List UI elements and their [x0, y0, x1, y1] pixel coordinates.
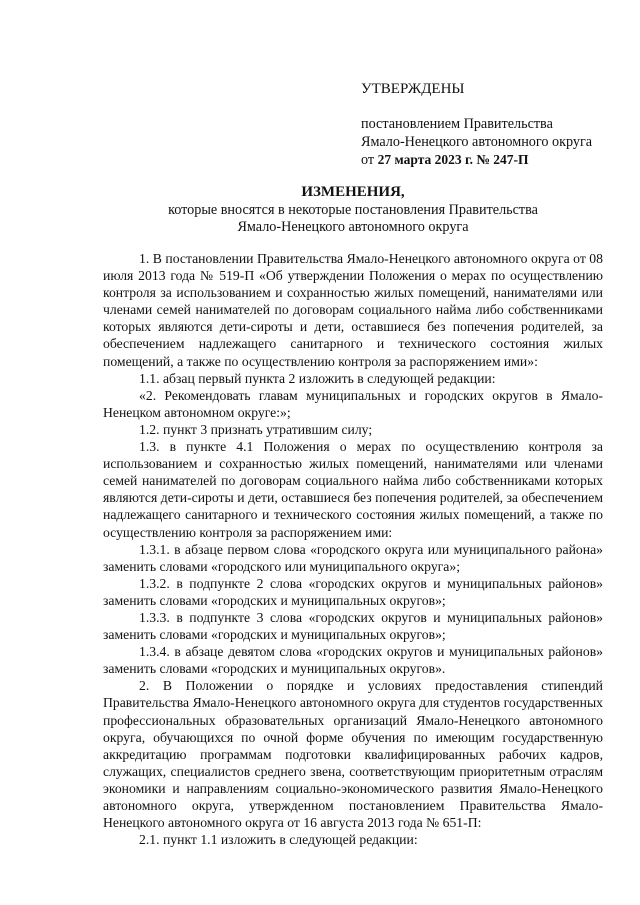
paragraph-1-3-3: 1.3.3. в подпункте 3 слова «городских округов и муниципальных районов» заменить словами «городских и муниципальных округов»;: [103, 609, 603, 643]
approval-line-3: [361, 151, 631, 169]
paragraph-1-3-1: 1.3.1. в абзаце первом слова «городского округа или муниципального района» заменить словами «городского или муниципального округа»;: [103, 541, 603, 574]
title-line-1: которые вносятся в некоторые постановления Правительства: [168, 202, 538, 218]
document-body: [103, 250, 603, 848]
title-line-2: Ямало-Ненецкого автономного округа: [237, 219, 469, 235]
paragraph-1-3-4: 1.3.4. в абзаце девятом слова «городских округов и муниципальных районов» заменить словами «городских и муниципальных округов».: [103, 644, 603, 677]
approval-prefix: от: [361, 152, 375, 168]
paragraph-1-3-2: 1.3.2. в подпункте 2 слова «городских округов и муниципальных районов» заменить словами «городских и муниципальных округов»;: [103, 575, 603, 608]
paragraph-1-2: 1.2. пункт 3 признать утратившим силу;: [139, 421, 373, 437]
paragraph-2: 2. В Положении о порядке и условиях предоставления стипендий Правительства Ямало-Ненецкого автономного округа для студентов государственных профессиональных образовательных организаций Ямало-Ненецкого автономного округа, обучающихся по очной форме обучения по имеющим государственную аккредитацию программам подготовки квалифицированных рабочих кадров, служащих, специалистов среднего звена, соответствующим приоритетным отраслям экономики и направлениям социально-экономического развития Ямало-Ненецкого автономного округа, утвержденном постановлением Правительства Ямало-Ненецкого автономного округа от 16 августа 2013 года № 651-П:: [103, 678, 603, 831]
approval-date-number: 27 марта 2023 г. № 247-П: [377, 152, 529, 167]
paragraph-1-3: 1.3. в пункте 4.1 Положения о мерах по осуществлению контроля за использованием и сохранностью жилых помещений, нанимателями или членами семей нанимателей по договорам социального найма либо собственниками которых являются дети-сироты и дети, оставшиеся без попечения родителей, за обеспечением надлежащего санитарного и технического состояния жилых помещений, а также по осуществлению контроля за распоряжением ими:: [103, 439, 603, 540]
paragraph-quote-2: «2. Рекомендовать главам муниципальных и городских округов в Ямало-Ненецком автономном округе:»;: [103, 387, 603, 420]
paragraph-2-1: 2.1. пункт 1.1 изложить в следующей редакции:: [139, 832, 418, 848]
document-title: [103, 184, 603, 236]
approval-block: [361, 80, 631, 169]
approval-heading: УТВЕРЖДЕНЫ: [361, 81, 465, 97]
approval-line-1: постановлением Правительства: [361, 116, 553, 132]
paragraph-1: 1. В постановлении Правительства Ямало-Ненецкого автономного округа от 08 июля 2013 года № 519-П «Об утверждении Положения о мерах по осуществлению контроля за использованием и сохранностью жилых помещений, нанимателями или членами семей нанимателей по договорам социального найма либо собственниками которых являются дети-сироты и дети, оставшиеся без попечения родителей, за обеспечением надлежащего санитарного и технического состояния жилых помещений, а также по осуществлению контроля за распоряжением ими»:: [103, 251, 603, 369]
approval-line-2: Ямало-Ненецкого автономного округа: [361, 134, 593, 150]
title-main: ИЗМЕНЕНИЯ,: [301, 184, 405, 200]
paragraph-1-1: 1.1. абзац первый пункта 2 изложить в следующей редакции:: [139, 370, 496, 386]
